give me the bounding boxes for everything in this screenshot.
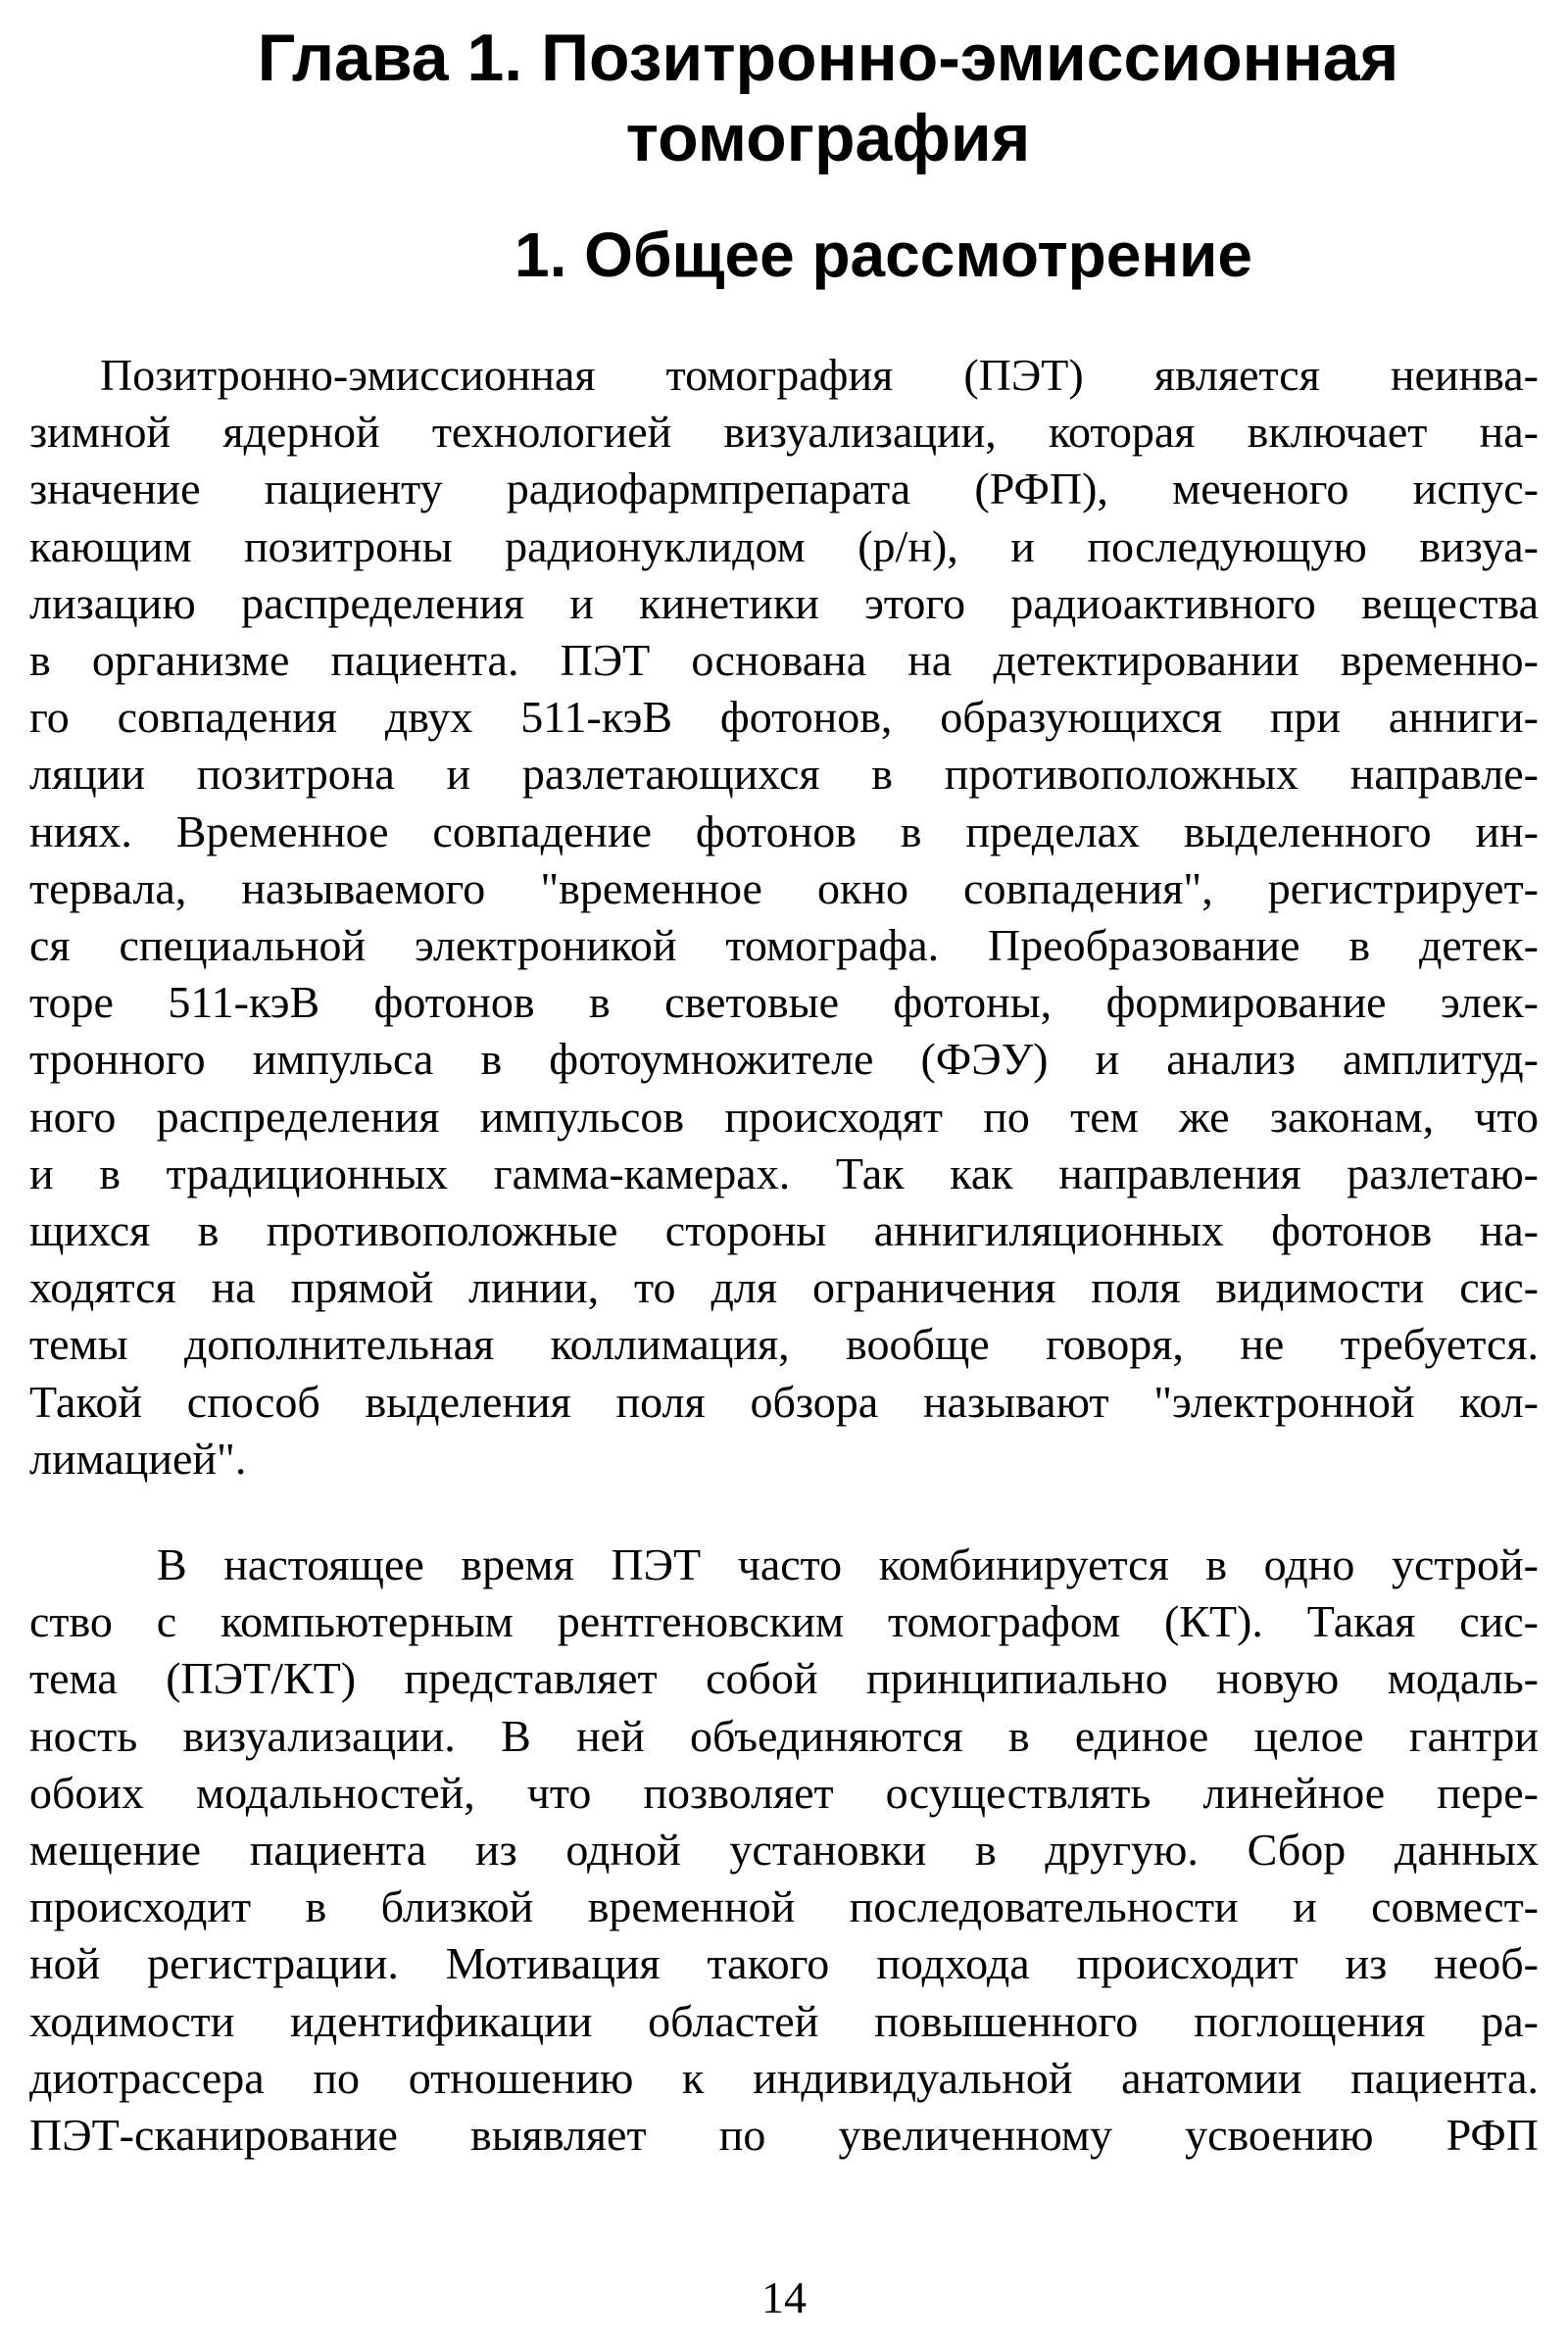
page-number: 14 bbox=[761, 2272, 807, 2322]
paragraph-line: тронного импульса в фотоумножителе (ФЭУ) и анализ амплитуд- bbox=[29, 1034, 1539, 1085]
paragraph-line: ся специальной электроникой томографа. Преобразование в детек- bbox=[29, 920, 1539, 971]
paragraph-line: ность визуализации. В ней объединяются в единое целое гантри bbox=[29, 1710, 1539, 1761]
paragraph-line: ной регистрации. Мотивация такого подхода происходит из необ- bbox=[29, 1938, 1539, 1989]
paragraph-line: обоих модальностей, что позволяет осуществлять линейное пере- bbox=[29, 1767, 1539, 1818]
paragraph-line: зимной ядерной технологией визуализации, которая включает на- bbox=[29, 407, 1539, 458]
paragraph-line: ПЭТ-сканирование выявляет по увеличенному усвоению РФП bbox=[29, 2110, 1539, 2161]
paragraph-line: тема (ПЭТ/КТ) представляет собой принципиально новую модаль- bbox=[29, 1653, 1539, 1704]
paragraph-line: в организме пациента. ПЭТ основана на детектировании временно- bbox=[29, 635, 1539, 686]
paragraph-line: происходит в близкой временной последовательности и совмест- bbox=[29, 1881, 1539, 1932]
section-title: 1. Общее рассмотрение bbox=[514, 220, 1252, 290]
paragraph-line: диотрассера по отношению к индивидуальной анатомии пациента. bbox=[29, 2052, 1539, 2103]
paragraph-line: значение пациенту радиофармпрепарата (РФП), меченого испус- bbox=[29, 464, 1539, 514]
paragraph-line: го совпадения двух 511-кэВ фотонов, образующихся при анниги- bbox=[29, 692, 1539, 743]
paragraph-2 bbox=[29, 1537, 1539, 2164]
paragraph-line: мещение пациента из одной установки в другую. Сбор данных bbox=[29, 1825, 1539, 1876]
paragraph-line: Такой способ выделения поля обзора называют "электронной кол- bbox=[29, 1376, 1539, 1427]
paragraph-line: В настоящее время ПЭТ часто комбинируется в одно устрой- bbox=[157, 1539, 1539, 1589]
paragraph-line: и в традиционных гамма-камерах. Так как направления разлетаю- bbox=[29, 1147, 1539, 1198]
chapter-title bbox=[225, 18, 1431, 178]
paragraph-line: кающим позитроны радионуклидом (р/н), и последующую визуа- bbox=[29, 520, 1539, 571]
chapter-title-line-2: томография bbox=[625, 101, 1031, 175]
paragraph-line: ниях. Временное совпадение фотонов в пределах выделенного ин- bbox=[29, 805, 1539, 856]
paragraph-line: ного распределения импульсов происходят по тем же законам, что bbox=[29, 1091, 1539, 1142]
paragraph-1 bbox=[29, 347, 1539, 1488]
paragraph-line: торе 511-кэВ фотонов в световые фотоны, формирование элек- bbox=[29, 977, 1539, 1028]
paragraph-line: лизацию распределения и кинетики этого радиоактивного вещества bbox=[29, 577, 1539, 628]
paragraph-line: ляции позитрона и разлетающихся в противоположных направле- bbox=[29, 749, 1539, 800]
paragraph-line: Позитронно-эмиссионная томография (ПЭТ) является неинва- bbox=[100, 350, 1539, 400]
chapter-title-line-1: Глава 1. Позитронно-эмиссионная bbox=[257, 21, 1399, 95]
paragraph-line: щихся в противоположные стороны аннигиляционных фотонов на- bbox=[29, 1205, 1539, 1256]
paragraph-line: ходимости идентификации областей повышенного поглощения ра- bbox=[29, 1995, 1539, 2046]
paragraph-line: ходятся на прямой линии, то для ограничения поля видимости сис- bbox=[29, 1262, 1539, 1313]
paragraph-line: лимацией". bbox=[29, 1433, 247, 1484]
paragraph-line: тервала, называемого "временное окно совпадения", регистрирует- bbox=[29, 862, 1539, 913]
paragraph-line: ство с компьютерным рентгеновским томографом (КТ). Такая сис- bbox=[29, 1596, 1539, 1647]
paragraph-line: темы дополнительная коллимация, вообще говоря, не требуется. bbox=[29, 1319, 1539, 1370]
